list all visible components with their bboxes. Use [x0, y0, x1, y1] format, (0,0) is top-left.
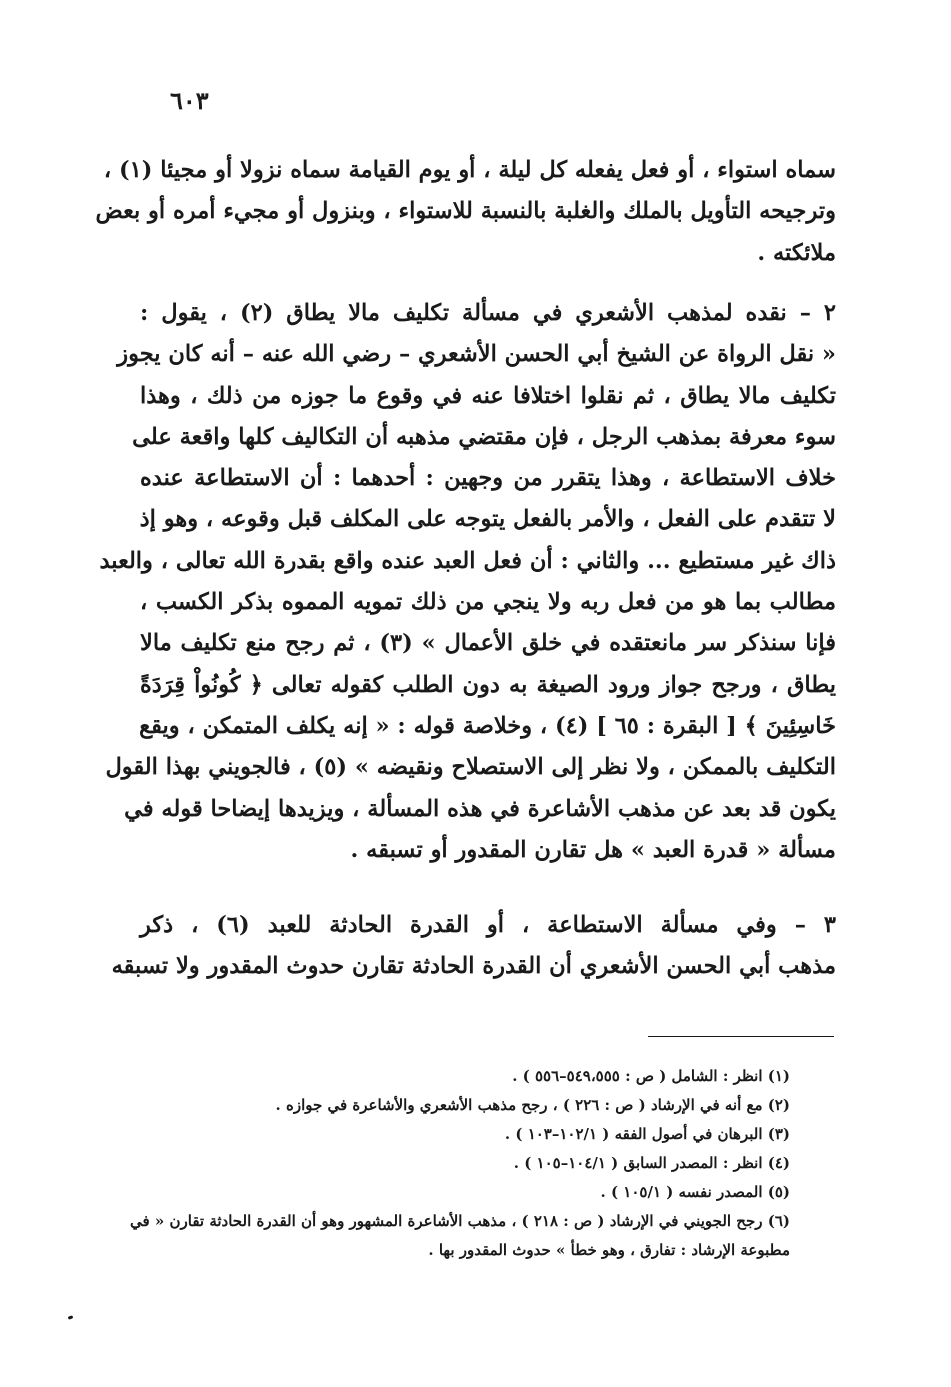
text-line: وترجيحه التأويل بالملك والغلبة بالنسبة للاستواء ، وبنزول أو مجيء أمره أو بعض	[95, 198, 836, 225]
text-line: ملائكته .	[757, 239, 836, 266]
text-line: ٢ – نقده لمذهب الأشعري في مسألة تكليف مالا يطاق (٢) ، يقول :	[140, 300, 836, 326]
footnote-2: (٢) مع أنه في الإرشاد ( ص : ٢٢٦ ) ، رجح مذهب الأشعري والأشاعرة في جوازه .	[275, 1096, 790, 1114]
text-line: ٣ – وفي مسألة الاستطاعة ، أو القدرة الحادثة للعبد (٦) ، ذكر	[140, 912, 836, 938]
text-line: تكليف مالا يطاق ، ثم نقلوا اختلافا عنه في وقوع ما جوزه من ذلك ، وهذا	[140, 382, 836, 409]
footnote-separator	[648, 1036, 834, 1037]
page-number: ٦٠٣	[170, 86, 209, 115]
text-line: يطاق ، ورجح جواز ورود الصيغة به دون الطلب كقوله تعالى ﴿ كُونُواْ قِرَدَةً	[140, 671, 836, 698]
text-line: « نقل الرواة عن الشيخ أبي الحسن الأشعري – رضي الله عنه – أنه كان يجوز	[117, 341, 836, 368]
text-line: فإنا سنذكر سر مانعتقده في خلق الأعمال » (٣) ، ثم رجح منع تكليف مالا	[140, 630, 837, 657]
paragraph-2	[99, 293, 837, 871]
text-line: سوء معرفة بمذهب الرجل ، فإن مقتضي مذهبه أن التكاليف كلها واقعة على	[132, 423, 836, 450]
footnote-6: (٦) رجح الجويني في الإرشاد ( ص : ٢١٨ ) ، مذهب الأشاعرة المشهور وهو أن القدرة الحادثة تقارن « في مطبوعة الإرشاد : تفارق ، وهو خطأ » حدوث المقدور بها .	[130, 1212, 790, 1259]
text-line: لا تتقدم على الفعل ، والأمر بالفعل يتوجه على المكلف قبل وقوعه ، وهو إذ	[139, 506, 836, 533]
paragraph-1	[95, 150, 836, 274]
text-line: ذاك غير مستطيع ... والثاني : أن فعل العبد عنده واقع بقدرة الله تعالى ، والعبد	[99, 547, 836, 574]
text-line: خلاف الاستطاعة ، وهذا يتقرر من وجهين : أحدهما : أن الاستطاعة عنده	[140, 465, 836, 492]
text-line: مسألة « قدرة العبد » هل تقارن المقدور أو تسبقه .	[350, 836, 836, 863]
footnote-3: (٣) البرهان في أصول الفقه ( ١٠٢/١–١٠٣ ) .	[504, 1125, 790, 1143]
text-line: يكون قد بعد عن مذهب الأشاعرة في هذه المسألة ، ويزيدها إيضاحا قوله في	[124, 795, 836, 822]
footnotes	[130, 1062, 790, 1265]
text-line: خَاسِئِينَ ﴾ [ البقرة : ٦٥ ] (٤) ، وخلاصة قوله : « إنه يكلف المتمكن ، ويقع	[139, 712, 836, 739]
paragraph-3	[111, 905, 836, 988]
ink-mark	[68, 1315, 74, 1320]
text-line: التكليف بالممكن ، ولا نظر إلى الاستصلاح ونقيضه » (٥) ، فالجويني بهذا القول	[105, 754, 836, 781]
text-line: سماه استواء ، أو فعل يفعله كل ليلة ، أو يوم القيامة سماه نزولا أو مجيئا (١) ،	[103, 157, 836, 183]
footnote-1: (١) انظر : الشامل ( ص : ٥٤٩،٥٥٥–٥٥٦ ) .	[512, 1067, 790, 1085]
footnote-5: (٥) المصدر نفسه ( ١٠٥/١ ) .	[600, 1183, 790, 1201]
text-line: مذهب أبي الحسن الأشعري أن القدرة الحادثة تقارن حدوث المقدور ولا تسبقه	[111, 953, 836, 980]
footnote-4: (٤) انظر : المصدر السابق ( ١٠٤/١–١٠٥ ) .	[513, 1154, 790, 1172]
text-line: مطالب بما هو من فعل ربه ولا ينجي من ذلك تمويه المموه بذكر الكسب ،	[140, 589, 836, 616]
